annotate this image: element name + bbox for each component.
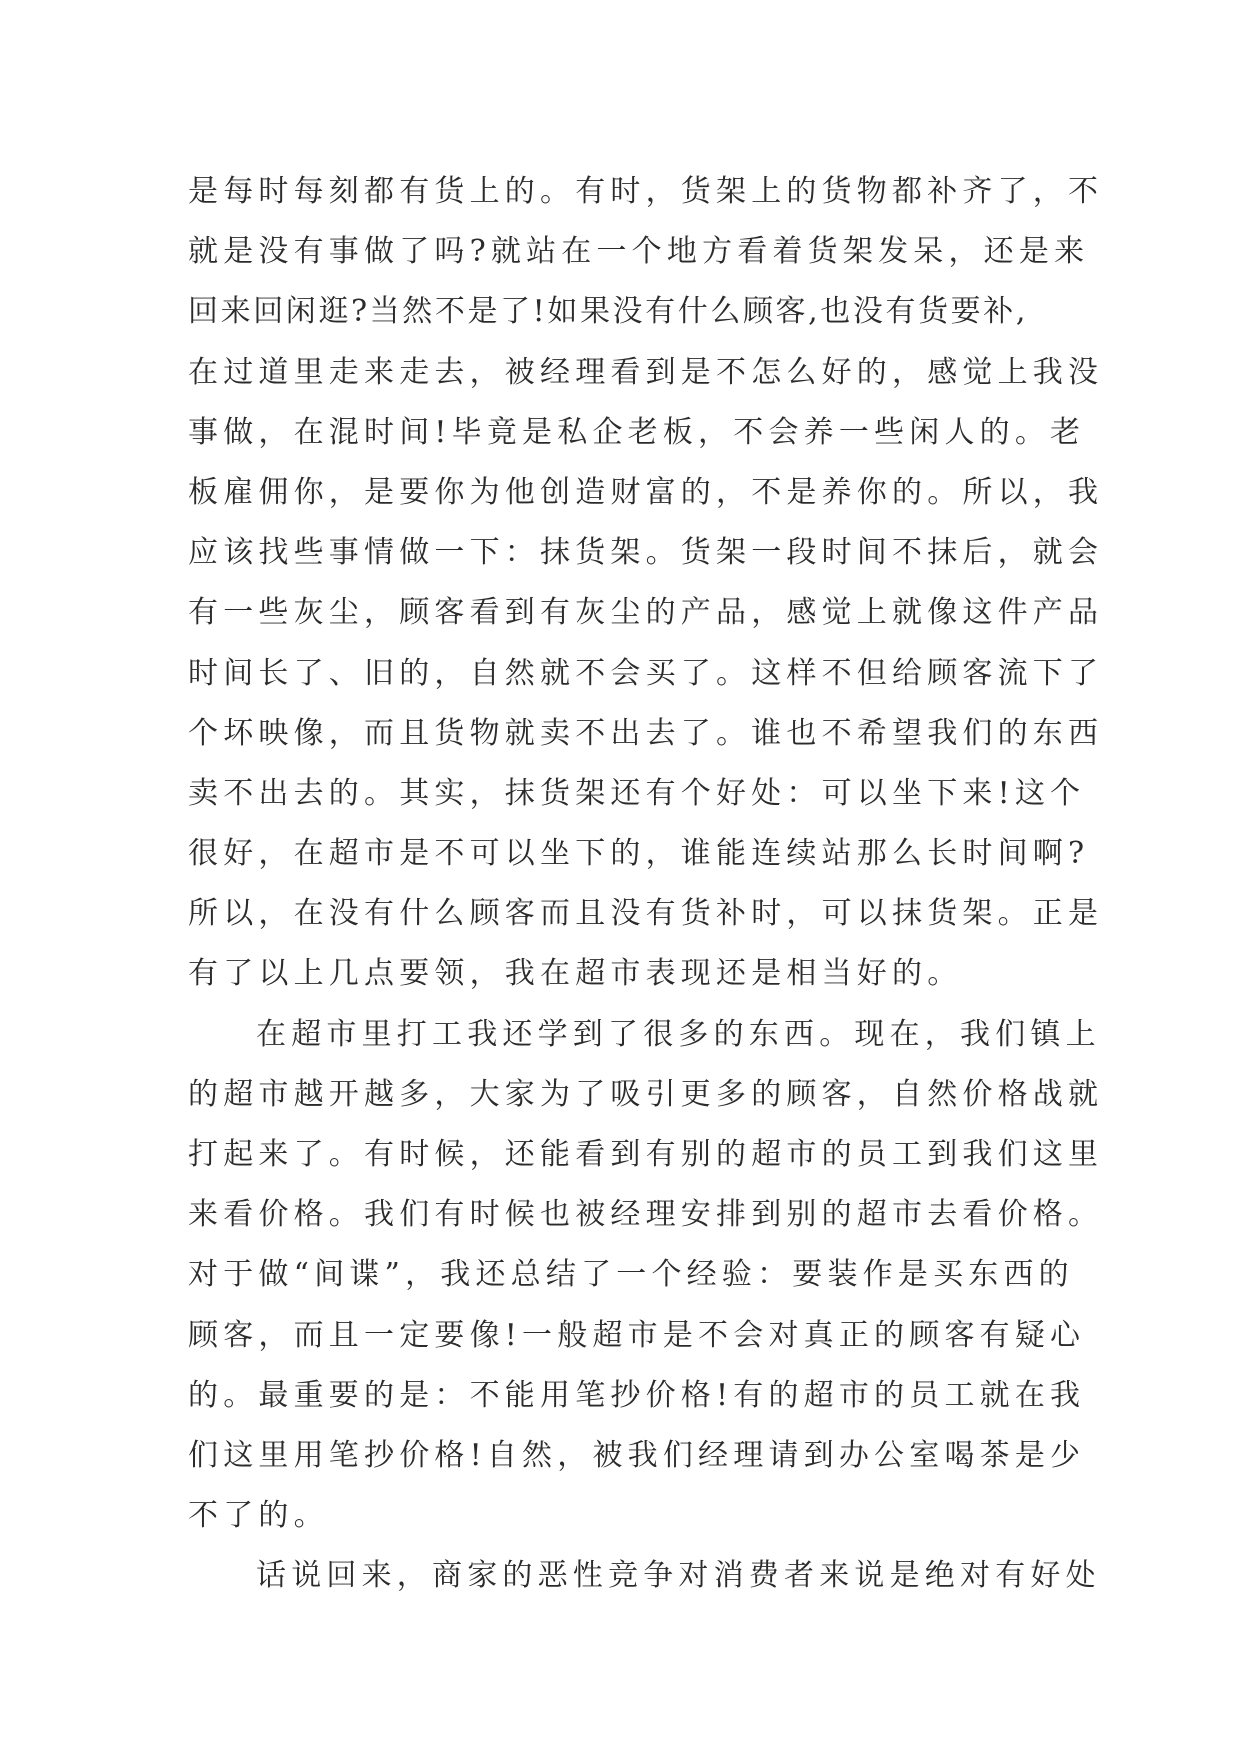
body-text <box>188 162 1104 1607</box>
text-line: 的。最重要的是：不能用笔抄价格!有的超市的员工就在我 <box>188 1377 1086 1413</box>
text-line: 打起来了。有时候，还能看到有别的超市的员工到我们这里 <box>188 1137 1104 1172</box>
text-line: 回来回闲逛?当然不是了!如果没有什么顾客,也没有货要补, <box>188 294 1029 330</box>
text-line: 应该找些事情做一下：抹货架。货架一段时间不抹后，就会 <box>188 535 1104 571</box>
text-line: 有一些灰尘，顾客看到有灰尘的产品，感觉上就像这件产品 <box>188 595 1104 631</box>
text-line: 事做，在混时间!毕竟是私企老板，不会养一些闲人的。老 <box>188 414 1086 450</box>
paragraph-start-line: 话说回来，商家的恶性竞争对消费者来说是绝对有好处 <box>256 1558 1101 1594</box>
text-line: 在过道里走来走去，被经理看到是不怎么好的，感觉上我没 <box>188 354 1104 390</box>
text-line: 就是没有事做了吗?就站在一个地方看着货架发呆，还是来 <box>188 234 1090 270</box>
text-line: 是每时每刻都有货上的。有时，货架上的货物都补齐了，不 <box>188 174 1104 209</box>
text-line: 很好，在超市是不可以坐下的，谁能连续站那么长时间啊? <box>188 836 1090 872</box>
text-line: 不了的。 <box>188 1498 329 1534</box>
text-line: 时间长了、旧的，自然就不会买了。这样不但给顾客流下了 <box>188 655 1104 691</box>
text-line: 个坏映像，而且货物就卖不出去了。谁也不希望我们的东西 <box>188 715 1104 751</box>
text-line: 顾客，而且一定要像!一般超市是不会对真正的顾客有疑心 <box>188 1317 1086 1353</box>
text-line: 卖不出去的。其实，抹货架还有个好处：可以坐下来!这个 <box>188 775 1086 811</box>
text-line: 对于做“间谍”，我还总结了一个经验：要装作是买东西的 <box>188 1257 1074 1293</box>
text-line: 来看价格。我们有时候也被经理安排到别的超市去看价格。 <box>188 1197 1104 1233</box>
text-line: 的超市越开越多，大家为了吸引更多的顾客，自然价格战就 <box>188 1076 1104 1112</box>
text-line: 板雇佣你，是要你为他创造财富的，不是养你的。所以，我 <box>188 474 1104 510</box>
paragraph-start-line: 在超市里打工我还学到了很多的东西。现在，我们镇上 <box>256 1016 1101 1052</box>
text-line: 们这里用笔抄价格!自然，被我们经理请到办公室喝茶是少 <box>188 1437 1086 1473</box>
text-line: 所以，在没有什么顾客而且没有货补时，可以抹货架。正是 <box>188 896 1104 932</box>
text-line: 有了以上几点要领，我在超市表现还是相当好的。 <box>188 956 963 992</box>
